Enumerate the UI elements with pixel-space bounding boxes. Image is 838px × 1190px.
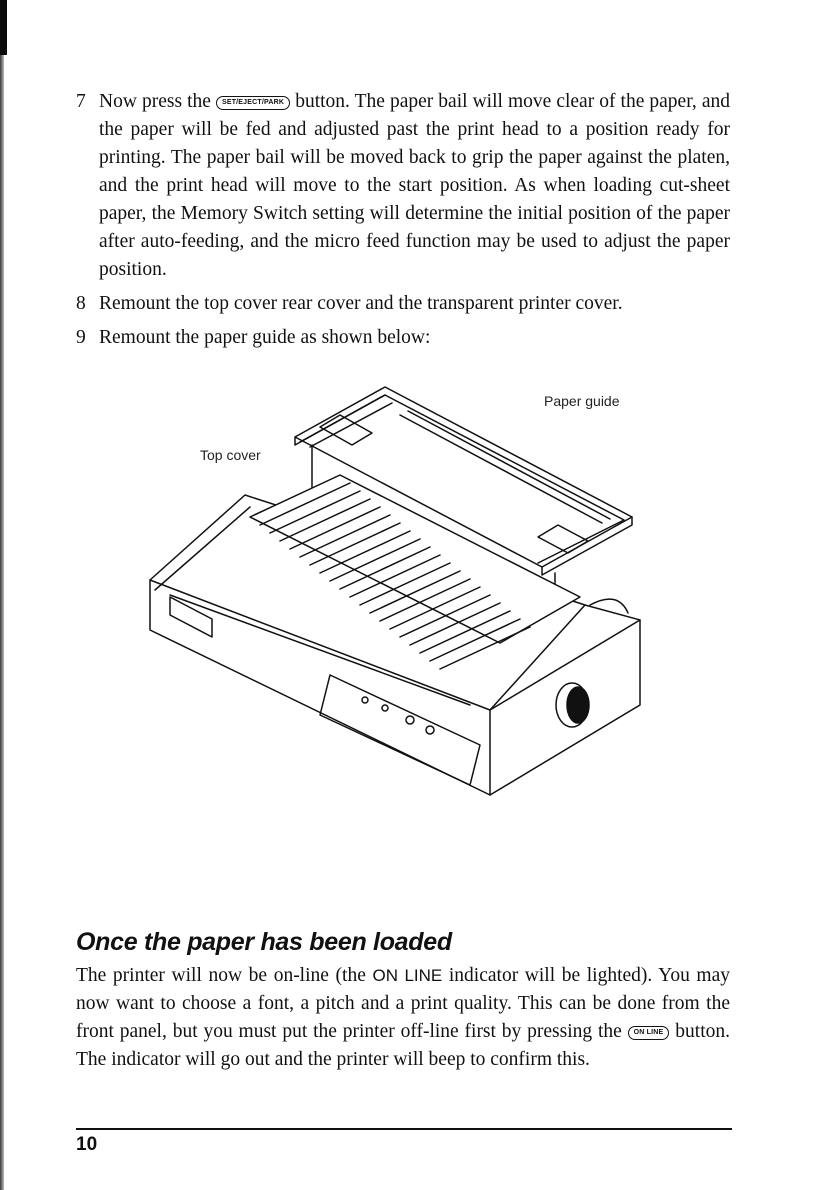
step-text-after: button. The paper bail will move clear of the paper, and the paper will be fed and adjusted past the print head to a position ready for printing. The paper bail will be moved back to grip the paper against the platen, and the print head will move to the start position. As when loading cut-sheet paper, the Memory Switch setting will determine the initial position of the paper after auto-feeding, and the micro feed function may be used to adjust the paper position. bbox=[99, 91, 730, 280]
step-number: 7 bbox=[76, 91, 86, 112]
step-7 bbox=[76, 88, 730, 284]
step-text-before: Now press the bbox=[99, 91, 211, 112]
set-eject-park-button-glyph: SET/EJECT/PARK bbox=[216, 96, 290, 110]
printer-drawing bbox=[140, 375, 680, 815]
step-text bbox=[99, 88, 730, 284]
step-text: Remount the paper guide as shown below: bbox=[99, 327, 431, 348]
step-number: 9 bbox=[76, 327, 86, 348]
step-8 bbox=[76, 290, 730, 318]
paragraph-text: The printer will now be on-line (the bbox=[76, 965, 366, 986]
step-number: 8 bbox=[76, 293, 86, 314]
on-line-indicator-label: ON LINE bbox=[372, 966, 443, 985]
paragraph-text: button. The indicator will go out and the printer will beep to confirm this. bbox=[76, 1021, 730, 1070]
printer-illustration bbox=[140, 375, 680, 815]
footer-rule bbox=[76, 1128, 732, 1130]
scan-edge bbox=[0, 0, 4, 1190]
section-heading: Once the paper has been loaded bbox=[76, 928, 452, 956]
paragraph-text: indicator will be lighted). You may now want to choose a font, a pitch and a print quality. This can be done from the front panel, but you must put the printer off-line first by pressing the bbox=[76, 965, 731, 1042]
page-number: 10 bbox=[76, 1134, 98, 1155]
scan-edge-mark bbox=[0, 0, 7, 55]
step-9 bbox=[76, 324, 730, 352]
step-list bbox=[76, 88, 730, 358]
section-paragraph bbox=[76, 962, 730, 1074]
step-text: Remount the top cover rear cover and the transparent printer cover. bbox=[99, 293, 623, 314]
top-cover-label: Top cover bbox=[200, 447, 261, 463]
on-line-button-glyph: ON LINE bbox=[628, 1026, 670, 1040]
paper-guide-label: Paper guide bbox=[544, 393, 620, 409]
